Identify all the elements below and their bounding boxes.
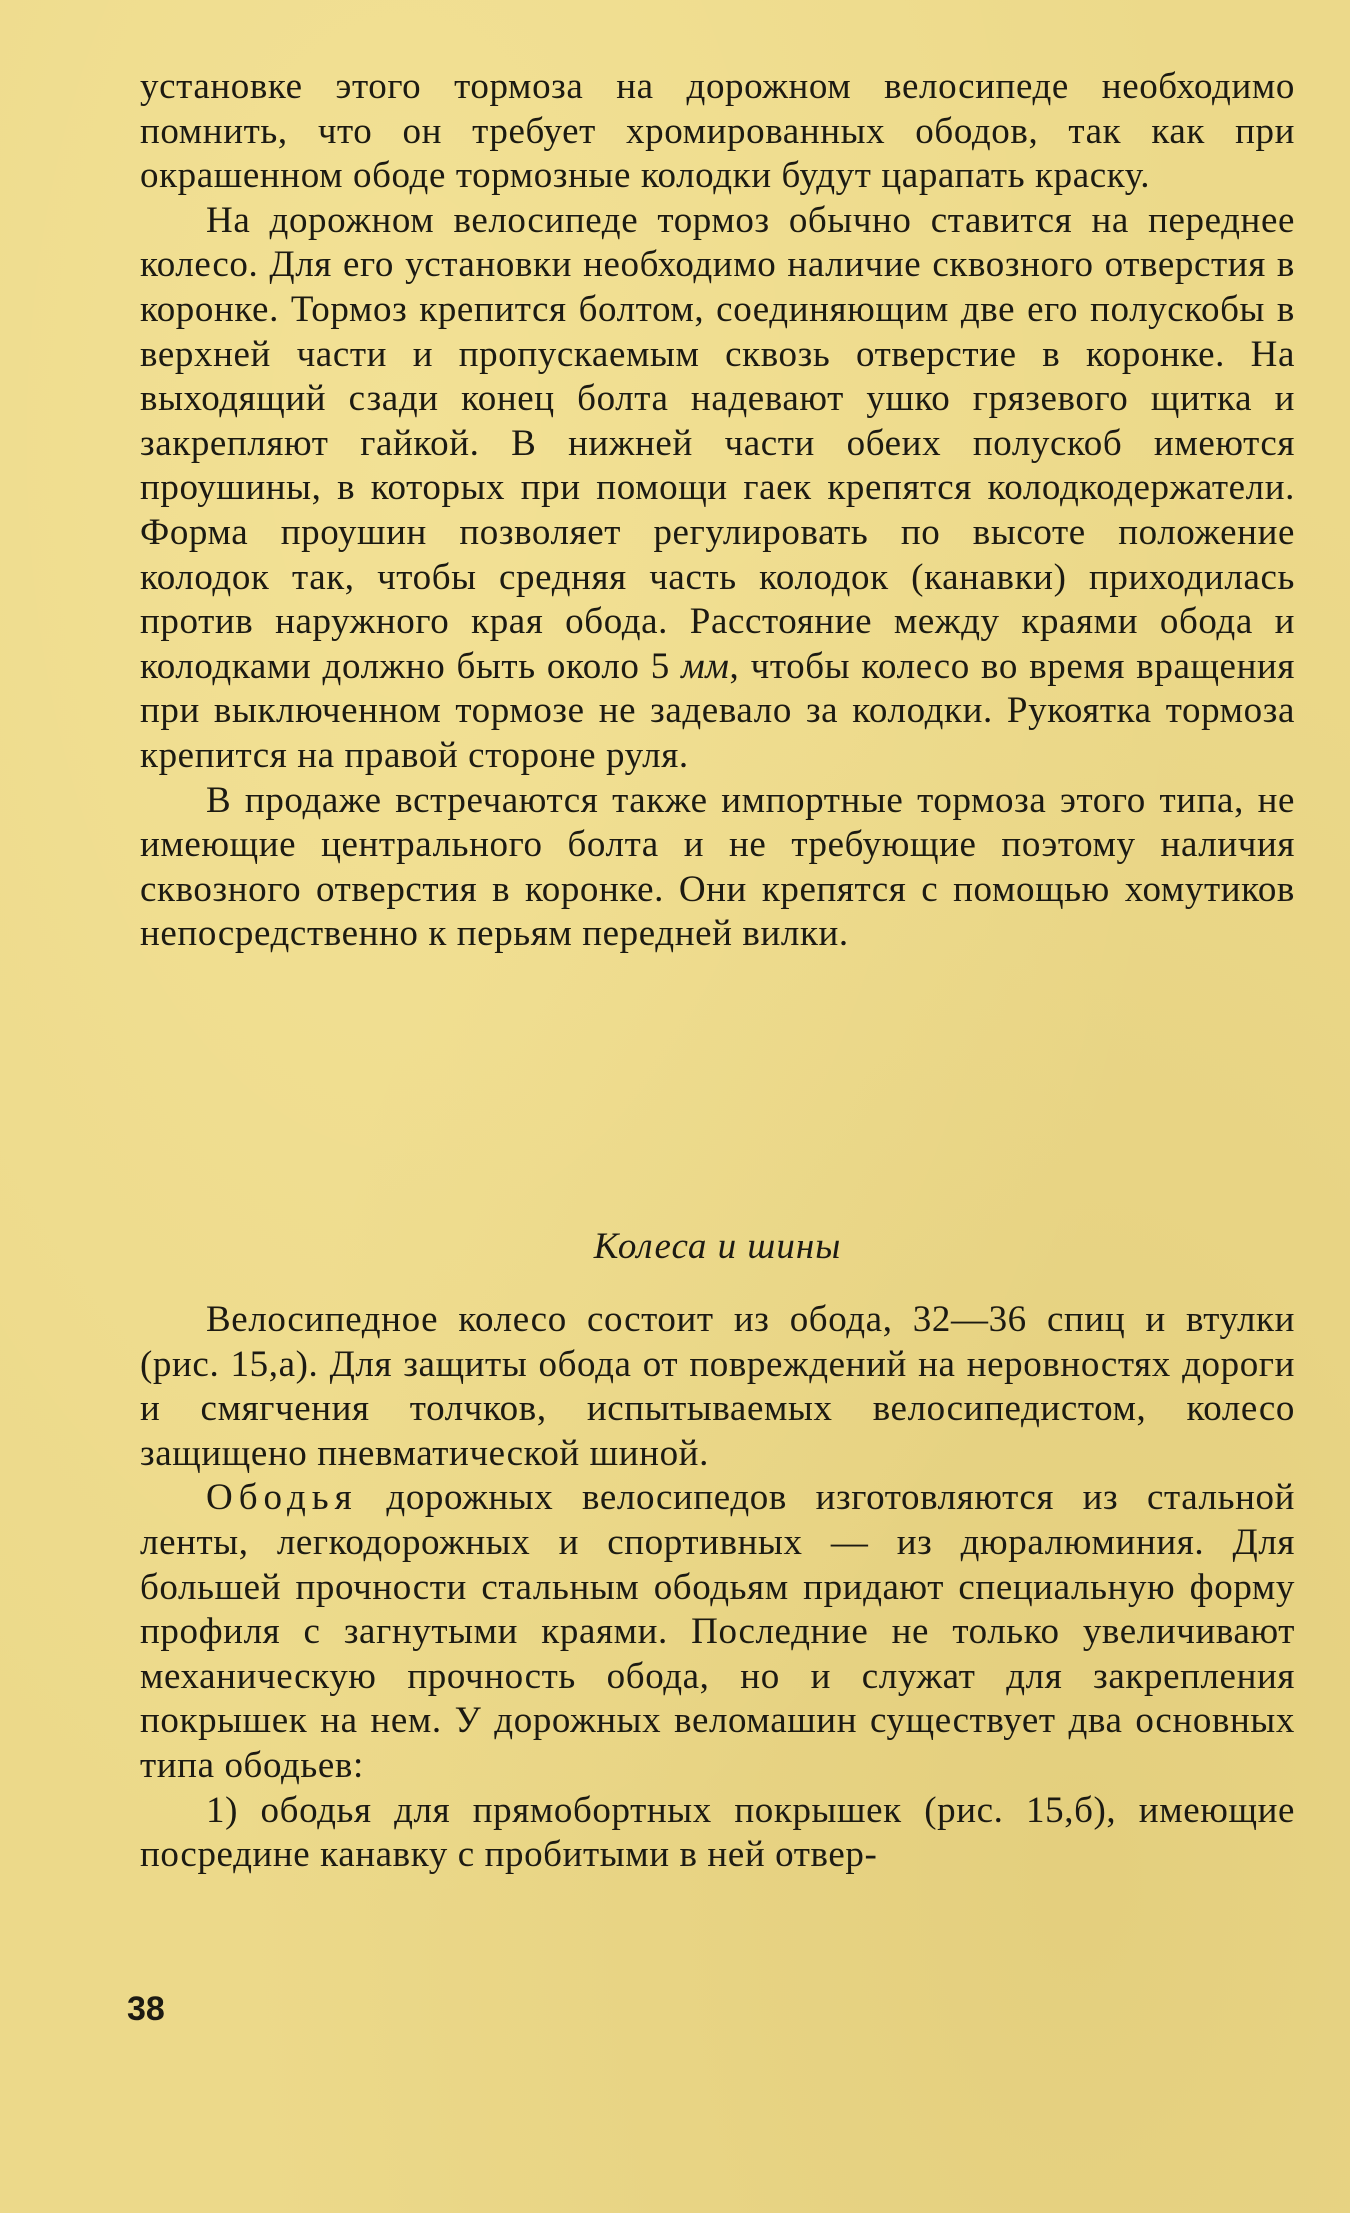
paragraph-rim-type-1: 1) ободья для прямобортных покрышек (рис. 15,б), имеющие посредине канавку с пробитыми в ней отвер- — [140, 1789, 1295, 1876]
lower-text-block — [140, 1298, 1295, 1878]
page-number: 38 — [127, 1990, 165, 2028]
term-rims: Ободья — [206, 1477, 358, 1519]
brake-installation-text: На дорожном велосипеде тормоз обычно ставится на переднее колесо. Для его установки необходимо наличие сквозного отверстия в коронке. Тормоз крепится болтом, соединяющим две его полускобы в верхней части и пропускаемым сквозь отверстие в коронке. На выходящий сзади конец болта надевают ушко грязевого щитка и закрепляют гайкой. В нижней части обеих полускоб имеются проушины, в которых при помощи гаек крепятся колодкодержатели. Форма проушин позволяет регулировать по высоте положение колодок так, чтобы средняя часть колодок (канавки) приходилась против наружного края обода. Расстояние между краями обода и колодками должно быть около 5 — [140, 199, 1295, 687]
paragraph-brake-rims: установке этого тормоза на дорожном велосипеде необходимо помнить, что он требует хромированных ободов, так как при окрашенном ободе тормозные колодки будут царапать краску. — [140, 66, 1295, 197]
paragraph-imported-brakes: В продаже встречаются также импортные тормоза этого типа, не имеющие центрального болта и не требующие поэтому наличия сквозного отверстия в коронке. Они крепятся с помощью хомутиков непосредственно к перьям передней вилки. — [140, 779, 1295, 955]
upper-text-block — [140, 65, 1295, 957]
paragraph-wheel-structure: Велосипедное колесо состоит из обода, 32—36 спиц и втулки (рис. 15,а). Для защиты обода от повреждений на неровностях дороги и смягчения толчков, испытываемых велосипедистом, колесо защищено пневматической шиной. — [140, 1299, 1295, 1474]
paragraph-brake-installation — [140, 199, 1295, 779]
unit-mm: мм — [681, 645, 730, 687]
paragraph-rims — [140, 1476, 1295, 1788]
section-title-wheels-and-tires: Колеса и шины — [593, 1226, 842, 1267]
rims-text: дорожных велосипедов изготовляются из стальной ленты, легкодорожных и спортивных — из дюралюминия. Для большей прочности стальным ободьям придают специальную форму профиля с загнутыми краями. Последние не только увеличивают механическую прочность обода, но и служат для закрепления покрышек на нем. У дорожных веломашин существует два основных типа ободьев: — [140, 1477, 1295, 1786]
brake-installation-text-end: , чтобы колесо во время вращения при выключенном тормозе не задевало за колодки. Рукоятка тормоза крепится на правой стороне руля. — [140, 645, 1295, 776]
